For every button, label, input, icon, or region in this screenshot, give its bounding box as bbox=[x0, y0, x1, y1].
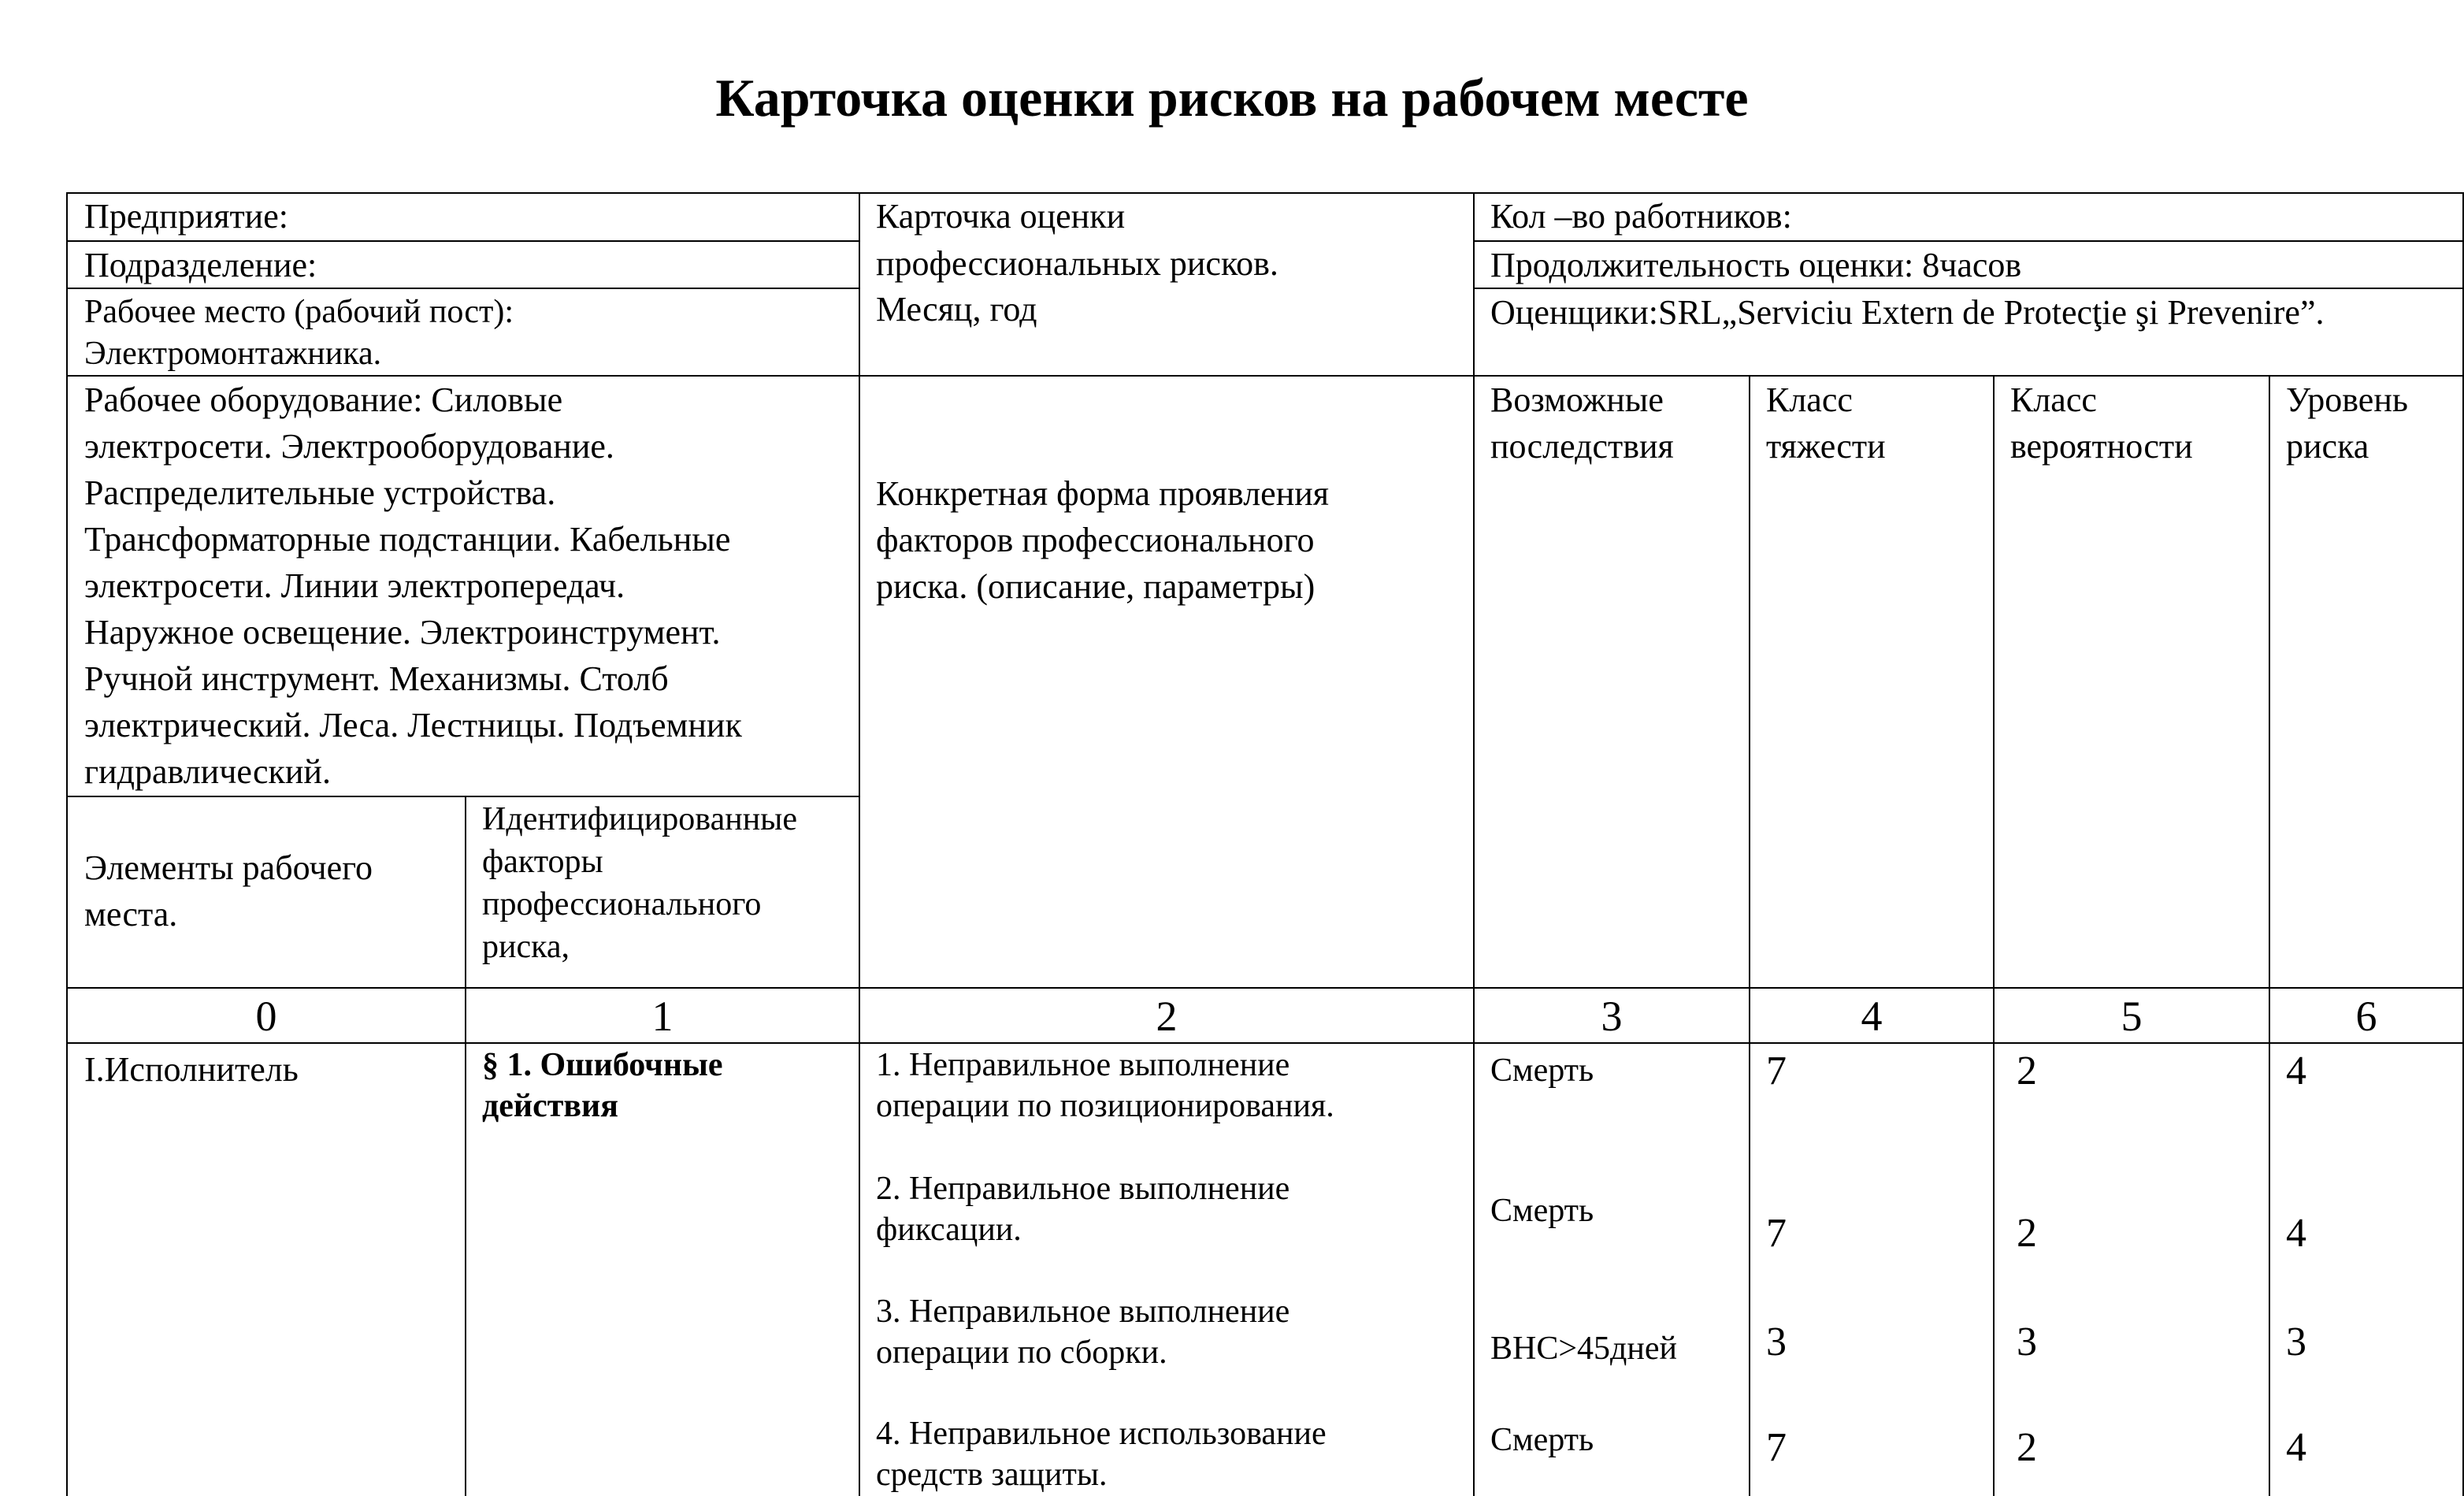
equipment-line: Наружное освещение. Электроинструмент. bbox=[84, 613, 721, 651]
row-element: I.Исполнитель bbox=[84, 1050, 299, 1089]
item-description: 1. Неправильное выполнение bbox=[876, 1047, 1290, 1083]
item-description: 4. Неправильное использование bbox=[876, 1416, 1327, 1452]
col-header-consequences: Возможные bbox=[1490, 380, 1664, 419]
item-description: 3. Неправильное выполнение bbox=[876, 1294, 1290, 1330]
col-header-probability: Класс bbox=[2010, 380, 2097, 419]
column-number: 5 bbox=[2121, 993, 2143, 1040]
col-header-factors: Идентифицированные bbox=[482, 801, 798, 837]
page-title: Карточка оценки рисков на рабочем месте bbox=[715, 68, 1749, 128]
col-header-probability: вероятности bbox=[2010, 427, 2193, 466]
col-header-risk-level: риска bbox=[2286, 427, 2369, 466]
equipment-line: Трансформаторные подстанции. Кабельные bbox=[84, 520, 731, 559]
column-number: 1 bbox=[651, 993, 674, 1040]
table-border-top bbox=[66, 192, 2464, 194]
item-risk-level: 4 bbox=[2286, 1425, 2306, 1470]
item-risk-level: 4 bbox=[2286, 1211, 2306, 1256]
column-number: 6 bbox=[2355, 993, 2377, 1040]
row-divider bbox=[66, 987, 2464, 989]
column-divider bbox=[465, 796, 466, 1496]
workplace-label: Рабочее место (рабочий пост): bbox=[84, 294, 514, 330]
item-probability: 2 bbox=[2017, 1425, 2037, 1470]
col-header-factors: факторы bbox=[482, 844, 603, 880]
item-severity: 7 bbox=[1766, 1425, 1787, 1470]
item-severity: 7 bbox=[1766, 1211, 1787, 1256]
assessors-label: Оценщики:SRL„Serviciu Extern de Protecţie şi Prevenire”. bbox=[1490, 293, 2325, 332]
card-title-line: Карточка оценки bbox=[876, 197, 1126, 236]
column-number: 2 bbox=[1156, 993, 1178, 1040]
col-header-severity: тяжести bbox=[1766, 427, 1886, 466]
item-consequence: Смерть bbox=[1490, 1193, 1594, 1229]
equipment-line: Рабочее оборудование: Силовые bbox=[84, 380, 563, 419]
col-header-severity: Класс bbox=[1766, 380, 1853, 419]
equipment-line: гидравлический. bbox=[84, 752, 331, 791]
item-probability: 3 bbox=[2017, 1320, 2037, 1364]
item-severity: 7 bbox=[1766, 1049, 1787, 1093]
equipment-line: Распределительные устройства. bbox=[84, 473, 556, 512]
col-header-elements: Элементы рабочего bbox=[84, 848, 373, 887]
column-divider bbox=[1749, 375, 1750, 1496]
col-header-factors: риска, bbox=[482, 929, 570, 965]
column-divider bbox=[1473, 192, 1475, 1496]
equipment-line: электросети. Электрооборудование. bbox=[84, 427, 614, 466]
item-consequence: ВНС>45дней bbox=[1490, 1331, 1678, 1367]
item-description: операции по позиционирования. bbox=[876, 1088, 1334, 1124]
table-border-left bbox=[66, 192, 68, 1496]
workplace-value: Электромонтажника. bbox=[84, 336, 382, 372]
column-divider bbox=[2269, 375, 2270, 1496]
item-probability: 2 bbox=[2017, 1211, 2037, 1256]
col-header-manifestation: риска. (описание, параметры) bbox=[876, 567, 1315, 606]
duration-label: Продолжительность оценки: 8часов bbox=[1490, 246, 2022, 284]
item-description: средств защиты. bbox=[876, 1457, 1108, 1493]
equipment-line: Ручной инструмент. Механизмы. Столб bbox=[84, 659, 669, 698]
card-date-line: Месяц, год bbox=[876, 290, 1037, 329]
item-probability: 2 bbox=[2017, 1049, 2037, 1093]
row-factor: действия bbox=[482, 1088, 618, 1124]
column-number: 4 bbox=[1861, 993, 1883, 1040]
col-header-factors: профессионального bbox=[482, 886, 762, 922]
equipment-line: электрический. Леса. Лестницы. Подъемник bbox=[84, 706, 742, 744]
row-factor: § 1. Ошибочные bbox=[482, 1047, 723, 1083]
enterprise-label: Предприятие: bbox=[84, 197, 288, 236]
item-description: операции по сборки. bbox=[876, 1335, 1167, 1371]
item-risk-level: 3 bbox=[2286, 1320, 2306, 1364]
col-header-risk-level: Уровень bbox=[2286, 380, 2408, 419]
item-risk-level: 4 bbox=[2286, 1049, 2306, 1093]
row-divider bbox=[66, 796, 859, 797]
column-divider bbox=[1993, 375, 1995, 1496]
card-title-line: профессиональных рисков. bbox=[876, 244, 1278, 283]
column-number: 0 bbox=[255, 993, 277, 1040]
subdivision-label: Подразделение: bbox=[84, 246, 317, 284]
item-description: 2. Неправильное выполнение bbox=[876, 1171, 1290, 1207]
item-consequence: Смерть bbox=[1490, 1052, 1594, 1089]
column-divider bbox=[859, 192, 860, 1496]
col-header-elements: места. bbox=[84, 895, 178, 934]
equipment-line: электросети. Линии электропередач. bbox=[84, 566, 625, 605]
workers-count-label: Кол –во работников: bbox=[1490, 197, 1792, 236]
column-number: 3 bbox=[1601, 993, 1623, 1040]
item-consequence: Смерть bbox=[1490, 1422, 1594, 1458]
item-severity: 3 bbox=[1766, 1320, 1787, 1364]
item-description: фиксации. bbox=[876, 1212, 1022, 1248]
col-header-manifestation: Конкретная форма проявления bbox=[876, 474, 1330, 513]
col-header-manifestation: факторов профессионального bbox=[876, 521, 1315, 559]
col-header-consequences: последствия bbox=[1490, 427, 1674, 466]
